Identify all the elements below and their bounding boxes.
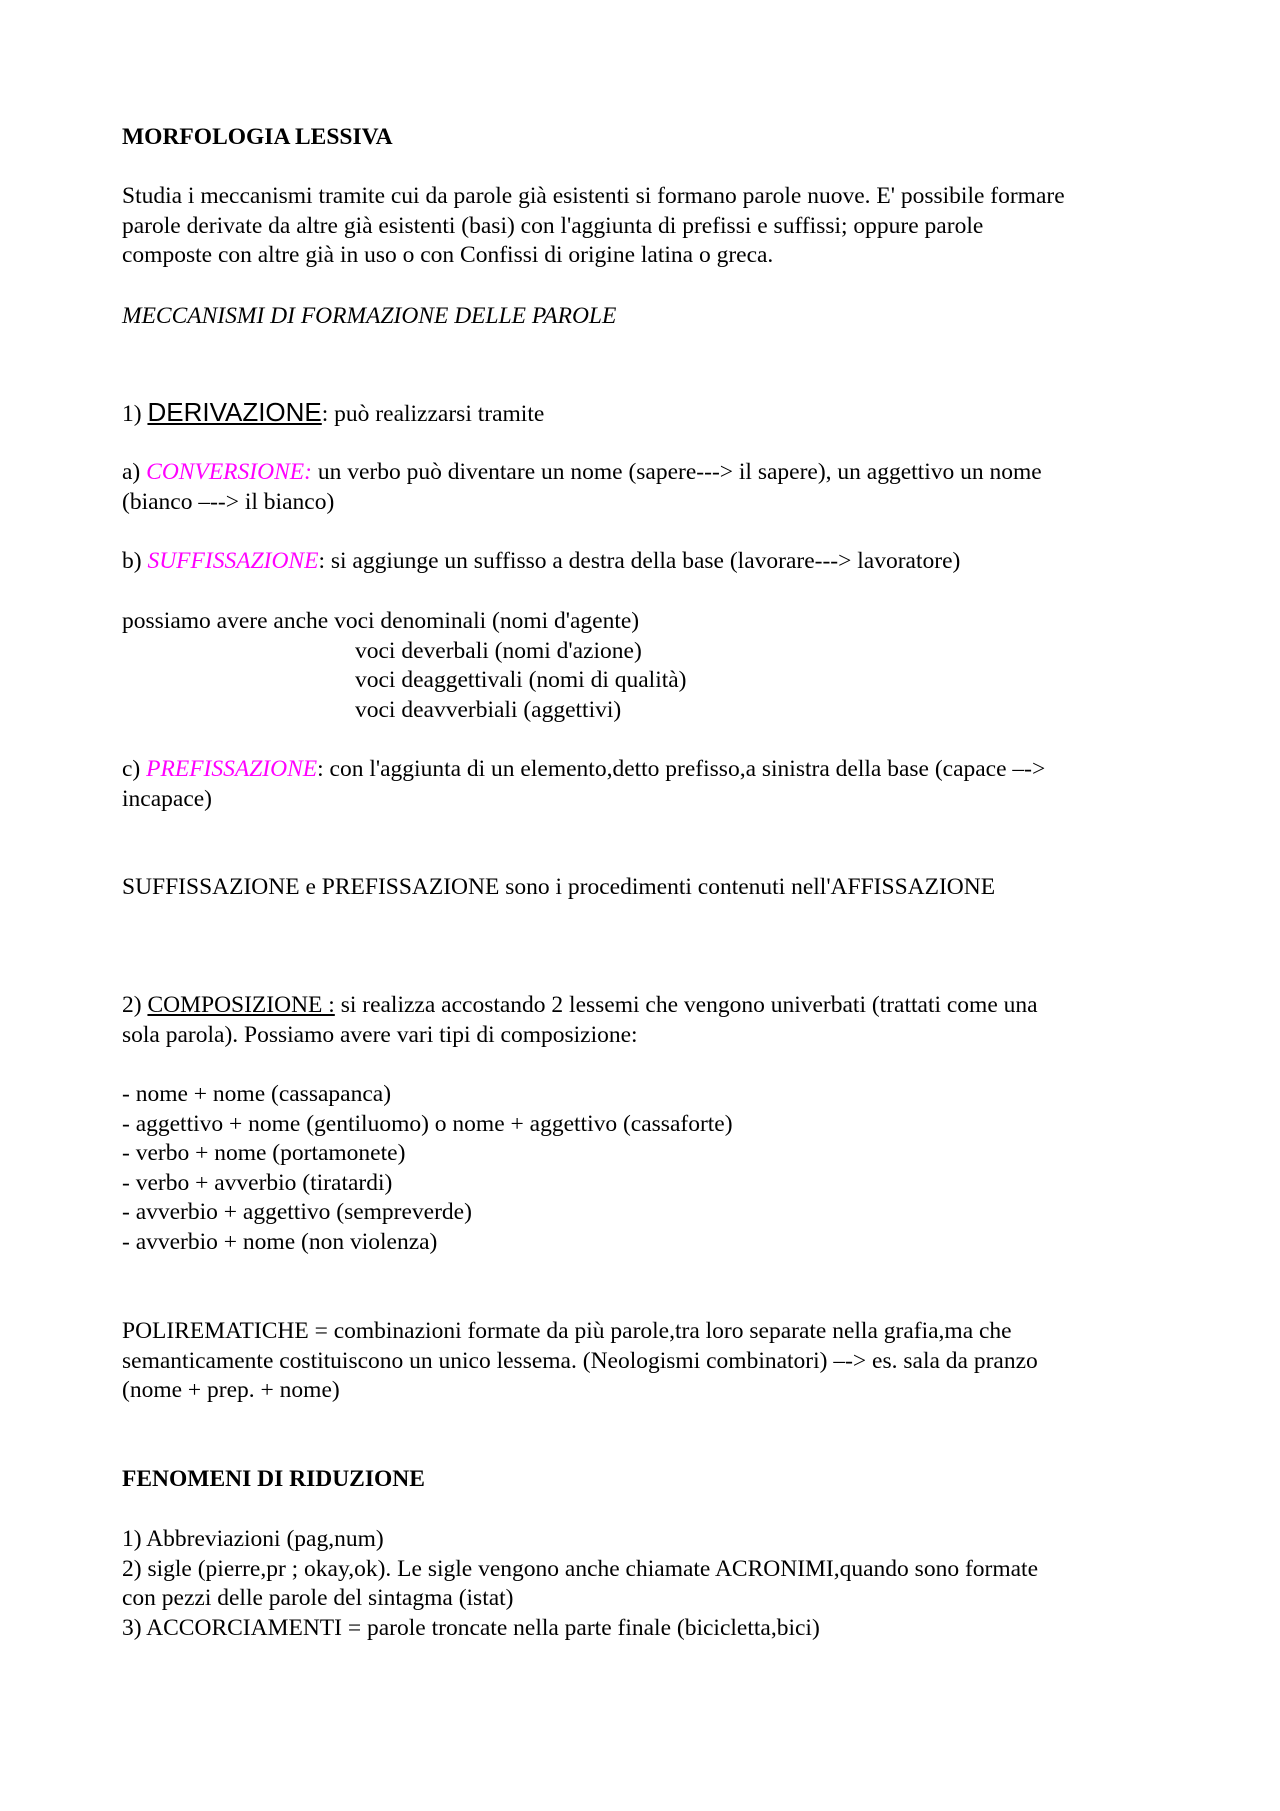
conversione-text: un verbo può diventare un nome (sapere---> il sapere), un aggettivo un nome (311, 459, 1042, 485)
intro-line: parole derivate da altre già esistenti (basi) con l'aggiunta di prefissi e suffissi; oppure parole (122, 212, 984, 239)
list-item: - aggettivo + nome (gentiluomo) o nome + aggettivo (cassaforte) (122, 1110, 733, 1137)
prefissazione-line: incapace) (122, 785, 213, 812)
intro-line: composte con altre già in uso o con Confissi di origine latina o greca. (122, 242, 774, 269)
composizione-paragraph (122, 991, 1172, 1050)
item-number: 2) (122, 992, 148, 1018)
list-item: con pezzi delle parole del sintagma (istat) (122, 1585, 514, 1612)
item-letter: c) (122, 756, 147, 782)
list-item: 2) sigle (pierre,pr ; okay,ok). Le sigle vengono anche chiamate ACRONIMI,quando sono formate (122, 1555, 1039, 1582)
derivazione-term: DERIVAZIONE (147, 397, 322, 427)
document-title: MORFOLOGIA LESSIVA (122, 124, 393, 150)
conversione-paragraph (122, 458, 1172, 517)
list-item: - avverbio + nome (non violenza) (122, 1228, 438, 1255)
polirematiche-line: semanticamente costituiscono un unico lessema. (Neologismi combinatori) –-> es. sala da pranzo (122, 1347, 1038, 1374)
list-item: - verbo + nome (portamonete) (122, 1140, 406, 1167)
prefissazione-paragraph (122, 755, 1172, 814)
item-letter: b) (122, 548, 148, 574)
composizione-list (122, 1080, 1172, 1258)
prefissazione-term: PREFISSAZIONE (146, 756, 318, 782)
polirematiche-line: POLIREMATICHE = combinazioni formate da più parole,tra loro separate nella grafia,ma che (122, 1318, 1012, 1344)
composizione-text: si realizza accostando 2 lessemi che vengono univerbati (trattati come una (334, 992, 1038, 1018)
conversione-term: CONVERSIONE: (146, 459, 312, 485)
list-item: - avverbio + aggettivo (sempreverde) (122, 1199, 472, 1226)
composizione-term: COMPOSIZIONE : (147, 992, 335, 1018)
list-item: - verbo + avverbio (tiratardi) (122, 1169, 393, 1196)
list-item: - nome + nome (cassapanca) (122, 1081, 392, 1107)
voci-item: voci deverbali (nomi d'azione) (355, 637, 642, 664)
intro-paragraph (122, 182, 1172, 271)
voci-lead: possiamo avere anche (122, 608, 335, 634)
derivazione-rest: : può realizzarsi tramite (321, 401, 545, 427)
voci-item: voci deavverbiali (aggettivi) (355, 696, 622, 723)
polirematiche-paragraph (122, 1317, 1172, 1406)
suffissazione-text: : si aggiunge un suffisso a destra della base (lavorare---> lavoratore) (318, 548, 961, 574)
polirematiche-line: (nome + prep. + nome) (122, 1377, 340, 1404)
intro-line: Studia i meccanismi tramite cui da parole già esistenti si formano parole nuove. E' possibile formare (122, 183, 1065, 209)
voci-item: voci denominali (nomi d'agente) (334, 608, 640, 634)
composizione-line: sola parola). Possiamo avere vari tipi di composizione: (122, 1021, 638, 1048)
derivazione-heading (122, 398, 1172, 430)
list-item: 3) ACCORCIAMENTI = parole troncate nella parte finale (bicicletta,bici) (122, 1614, 820, 1641)
riduzione-list (122, 1525, 1172, 1643)
voci-list (122, 607, 1172, 725)
item-number: 1) (122, 401, 148, 427)
suffissazione-term: SUFFISSAZIONE (147, 548, 319, 574)
conversione-line: (bianco –--> il bianco) (122, 488, 335, 515)
item-letter: a) (122, 459, 147, 485)
section-heading: MECCANISMI DI FORMAZIONE DELLE PAROLE (122, 303, 617, 329)
suffissazione-paragraph (122, 547, 1172, 577)
affissazione-note: SUFFISSAZIONE e PREFISSAZIONE sono i procedimenti contenuti nell'AFFISSAZIONE (122, 874, 996, 900)
list-item: 1) Abbreviazioni (pag,num) (122, 1526, 384, 1552)
riduzione-heading: FENOMENI DI RIDUZIONE (122, 1466, 425, 1492)
voci-item: voci deaggettivali (nomi di qualità) (355, 667, 687, 694)
prefissazione-text: : con l'aggiunta di un elemento,detto prefisso,a sinistra della base (capace –-> (317, 756, 1046, 782)
